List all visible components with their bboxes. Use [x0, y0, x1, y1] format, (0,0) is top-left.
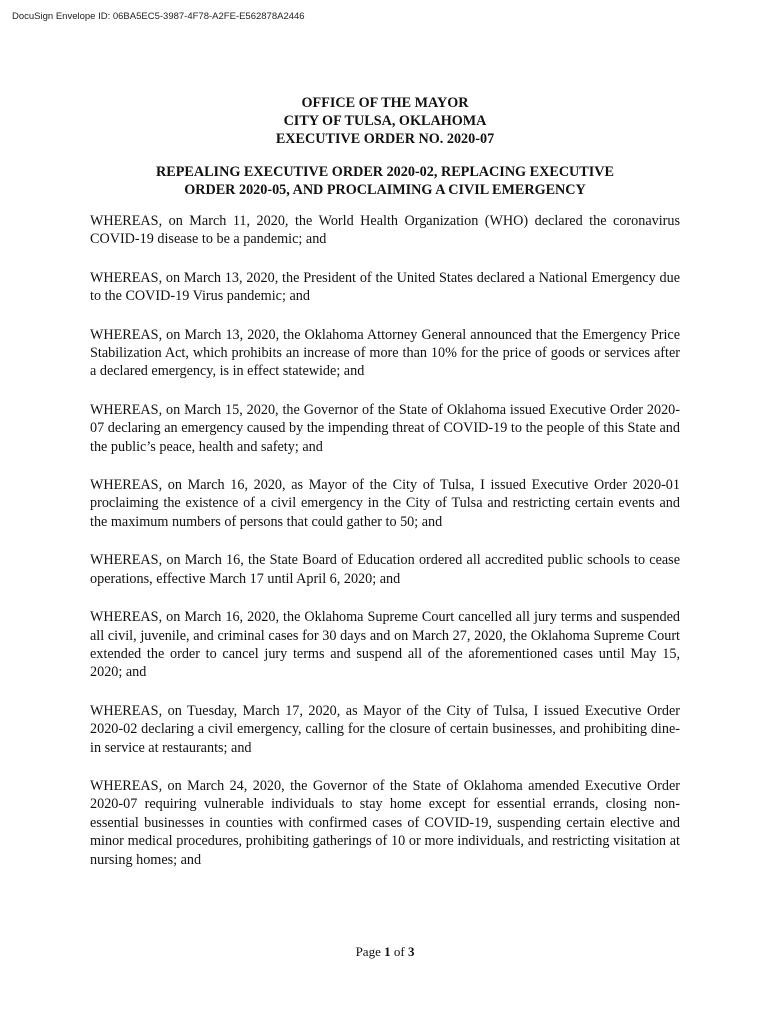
order-number: EXECUTIVE ORDER NO. 2020-07 [275, 131, 495, 147]
subject-line-2: ORDER 2020-05, AND PROCLAIMING A CIVIL EMERGENCY [184, 182, 586, 198]
office-title: OFFICE OF THE MAYOR [301, 95, 469, 111]
docusign-envelope-id: DocuSign Envelope ID: 06BA5EC5-3987-4F78-A2FE-E562878A2446 [12, 11, 305, 22]
whereas-paragraph: WHEREAS, on Tuesday, March 17, 2020, as Mayor of the City of Tulsa, I issued Executive Order 2020-02 declaring a civil emergency, calling for the closure of certain businesses, and prohibiting dine-in service at restaurants; and [90, 702, 680, 756]
whereas-paragraph: WHEREAS, on March 16, 2020, as Mayor of the City of Tulsa, I issued Executive Order 2020-01 proclaiming the existence of a civil emergency in the City of Tulsa and restricting certain events and the maximum numbers of persons that could gather to 50; and [90, 477, 680, 530]
page-total: 3 [407, 944, 415, 959]
whereas-paragraph: WHEREAS, on March 11, 2020, the World Health Organization (WHO) declared the coronavirus COVID-19 disease to be a pandemic; and [90, 213, 680, 248]
subject-line-1: REPEALING EXECUTIVE ORDER 2020-02, REPLACING EXECUTIVE [156, 164, 614, 180]
whereas-paragraph: WHEREAS, on March 13, 2020, the President of the United States declared a National Emergency due to the COVID-19 Virus pandemic; and [90, 269, 680, 305]
whereas-paragraph: WHEREAS, on March 16, 2020, the Oklahoma Supreme Court cancelled all jury terms and suspended all civil, juvenile, and criminal cases for 30 days and on March 27, 2020, the Oklahoma Supreme Court extended the order to cancel jury terms and suspend all of the aforementioned cases until May 15, 2020; and [90, 609, 680, 681]
page-footer [0, 944, 770, 960]
whereas-paragraph: WHEREAS, on March 13, 2020, the Oklahoma Attorney General announced that the Emergency Price Stabilization Act, which prohibits an increase of more than 10% for the price of goods or services after a declared emergency, is in effect statewide; and [90, 326, 680, 380]
whereas-paragraph: WHEREAS, on March 15, 2020, the Governor of the State of Oklahoma issued Executive Order 2020-07 declaring an emergency caused by the impending threat of COVID-19 to the people of this State and the public’s peace, health and safety; and [90, 401, 680, 455]
document-header [90, 94, 680, 148]
page-number: 1 [384, 944, 391, 959]
page-of-label: of [393, 944, 405, 959]
order-subject [90, 163, 680, 199]
document-body [90, 94, 680, 869]
whereas-paragraph: WHEREAS, on March 24, 2020, the Governor of the State of Oklahoma amended Executive Order 2020-07 requiring vulnerable individuals to stay home except for essential errands, closing non-essential businesses in counties with confirmed cases of COVID-19, suspending certain elective and minor medical procedures, prohibiting gatherings of 10 or more individuals, and restricting visitation at nursing homes; and [90, 777, 680, 868]
city-title: CITY OF TULSA, OKLAHOMA [283, 113, 487, 129]
page-label: Page [355, 944, 381, 959]
whereas-paragraph: WHEREAS, on March 16, the State Board of Education ordered all accredited public schools to cease operations, effective March 17 until April 6, 2020; and [90, 552, 680, 587]
